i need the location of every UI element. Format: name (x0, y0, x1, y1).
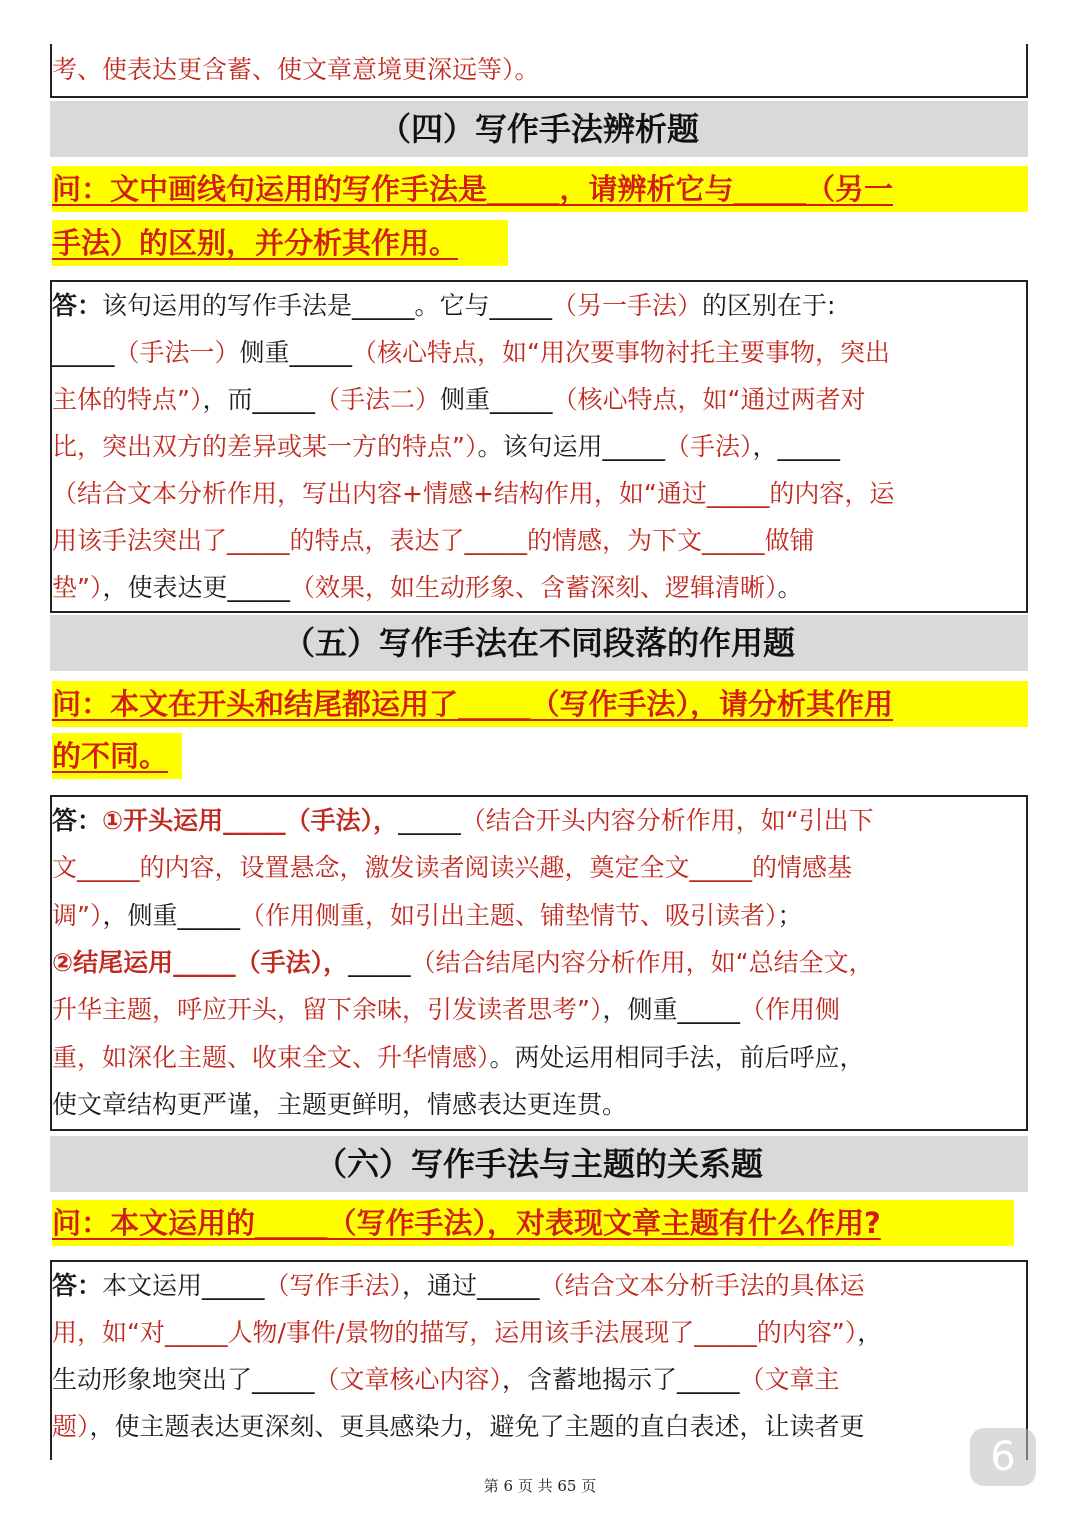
section-4-title: （四）写作手法辨析题 (50, 101, 1028, 157)
answer-text: 该句运用的写作手法是_____。它与_____ (102, 291, 553, 320)
answer-text: 题） (52, 1412, 90, 1441)
answer-text: ，含蓄地揭示了_____ (502, 1365, 740, 1394)
answer-text: （结合结尾内容分析作用，如“总结全文， (410, 947, 874, 977)
page-number-badge: 6 (970, 1428, 1036, 1486)
answer-line (52, 1081, 1024, 1128)
answer-text: （结合文本分析手法的具体运 (539, 1271, 865, 1300)
answer-text: 垫”） (52, 573, 103, 602)
answer-text: 调”） (52, 900, 103, 930)
answer-line (52, 470, 1024, 517)
answer-text: ，_____ (752, 432, 841, 461)
answer-text: （手法一） (114, 338, 240, 367)
answer-line (52, 517, 1024, 564)
answer-line (52, 423, 1024, 470)
answer-line (52, 1356, 1024, 1403)
answer-text: （作用侧重，如引出主题、铺垫情节、吸引读者） (239, 900, 778, 930)
answer-line (52, 797, 1024, 844)
answer-text: _____ (398, 806, 461, 835)
section-5-title: （五）写作手法在不同段落的作用题 (50, 615, 1028, 671)
section-6-title: （六）写作手法与主题的关系题 (50, 1136, 1028, 1192)
answer-text: ，使表达更_____ (102, 573, 290, 602)
answer-text: _____ (52, 338, 115, 367)
answer-line (52, 1262, 1024, 1309)
answer-text: 。 (777, 573, 803, 602)
answer-text: （核心特点，如“通过两者对 (552, 385, 866, 414)
page-footer: 第 6 页 共 65 页 (483, 1477, 597, 1495)
top-answer-line: 考、使表达更含蓄、使文章意境更深远等）。 (52, 55, 540, 84)
answer-text: 。该句运用_____ (477, 432, 665, 461)
answer-line (52, 1309, 1024, 1356)
answer-line (52, 844, 1024, 891)
answer-text: 的区别在于: (702, 291, 836, 320)
answer-text: （效果，如生动形象、含蓄深刻、逻辑清晰） (289, 573, 778, 602)
answer-line (52, 1034, 1024, 1081)
answer-text: 比，突出双方的差异或某一方的特点”） (52, 432, 478, 461)
answer-text: ，使主题表达更深刻、更具感染力，避免了主题的直白表述，让读者更 (89, 1412, 865, 1441)
section-4-question-line-2: 手法）的区别，并分析其作用。 (52, 220, 508, 266)
answer-text: （另一手法） (552, 291, 703, 320)
answer-line (52, 376, 1024, 423)
answer-line (52, 892, 1024, 939)
answer-text: （结合开头内容分析作用，如“引出下 (460, 806, 874, 835)
section-5-question-line-2: 的不同。 (52, 733, 182, 779)
answer-text: 文_____的内容，设置悬念，激发读者阅读兴趣，奠定全文_____的情感基 (52, 853, 853, 883)
section-4-question-line-1: 问：文中画线句运用的写作手法是_____，请辨析它与_____（另一 (52, 166, 1028, 212)
answer-text: 用该手法突出了_____的特点，表达了_____的情感，为下文_____做铺 (52, 526, 815, 555)
answer-text: 生动形象地突出了_____ (52, 1365, 315, 1394)
answer-text: 答： (52, 1271, 103, 1300)
answer-text: ，而_____ (202, 385, 315, 414)
answer-line (52, 939, 1024, 986)
answer-text: ，侧重_____ (602, 995, 740, 1025)
answer-line (52, 329, 1024, 376)
answer-text: （手法二） (314, 385, 440, 414)
answer-line (52, 282, 1024, 329)
answer-line (52, 1403, 1024, 1450)
section-6-question-line-1: 问：本文运用的_____（写作手法），对表现文章主题有什么作用? (52, 1200, 1014, 1246)
answer-text: 主体的特点”） (52, 385, 203, 414)
answer-text: 使文章结构更严谨，主题更鲜明，情感表达更连贯。 (52, 1089, 628, 1119)
answer-text: ①开头运用_____（手法）， (102, 806, 399, 835)
answer-text: 答： (52, 291, 103, 320)
answer-text: ，通过_____ (402, 1271, 540, 1300)
answer-text: 升华主题，呼应开头，留下余味，引发读者思考”） (52, 995, 603, 1025)
section-5-question-line-1: 问：本文在开头和结尾都运用了_____（写作手法），请分析其作用 (52, 681, 1028, 727)
answer-text: （手法） (664, 432, 753, 461)
answer-text: 本文运用_____ (102, 1271, 265, 1300)
answer-text: （文章核心内容） (314, 1365, 503, 1394)
answer-text: 答： (52, 806, 103, 835)
answer-line (52, 986, 1024, 1033)
answer-text: 重，如深化主题、收束全文、升华情感） (52, 1042, 490, 1072)
answer-text: （写作手法） (264, 1271, 403, 1300)
answer-text: ，侧重_____ (102, 900, 240, 930)
answer-text: （核心特点，如“用次要事物衬托主要事物，突出 (352, 338, 890, 367)
answer-text: ； (777, 900, 803, 930)
answer-text: 。两处运用相同手法，前后呼应， (489, 1042, 865, 1072)
answer-text: （文章主 (739, 1365, 840, 1394)
answer-text: 侧重_____ (439, 385, 553, 414)
answer-text: 用，如“对_____人物/事件/景物的描写，运用该手法展现了_____的内容”） (52, 1318, 858, 1347)
answer-text: （作用侧 (739, 995, 840, 1025)
answer-text: ， (857, 1318, 883, 1347)
answer-text: _____ (348, 947, 411, 977)
answer-line (52, 564, 1024, 611)
answer-text: 侧重_____ (239, 338, 353, 367)
answer-text: ②结尾运用_____（手法）， (52, 947, 349, 977)
answer-text: （结合文本分析作用，写出内容+情感+结构作用，如“通过_____的内容，运 (52, 479, 895, 508)
